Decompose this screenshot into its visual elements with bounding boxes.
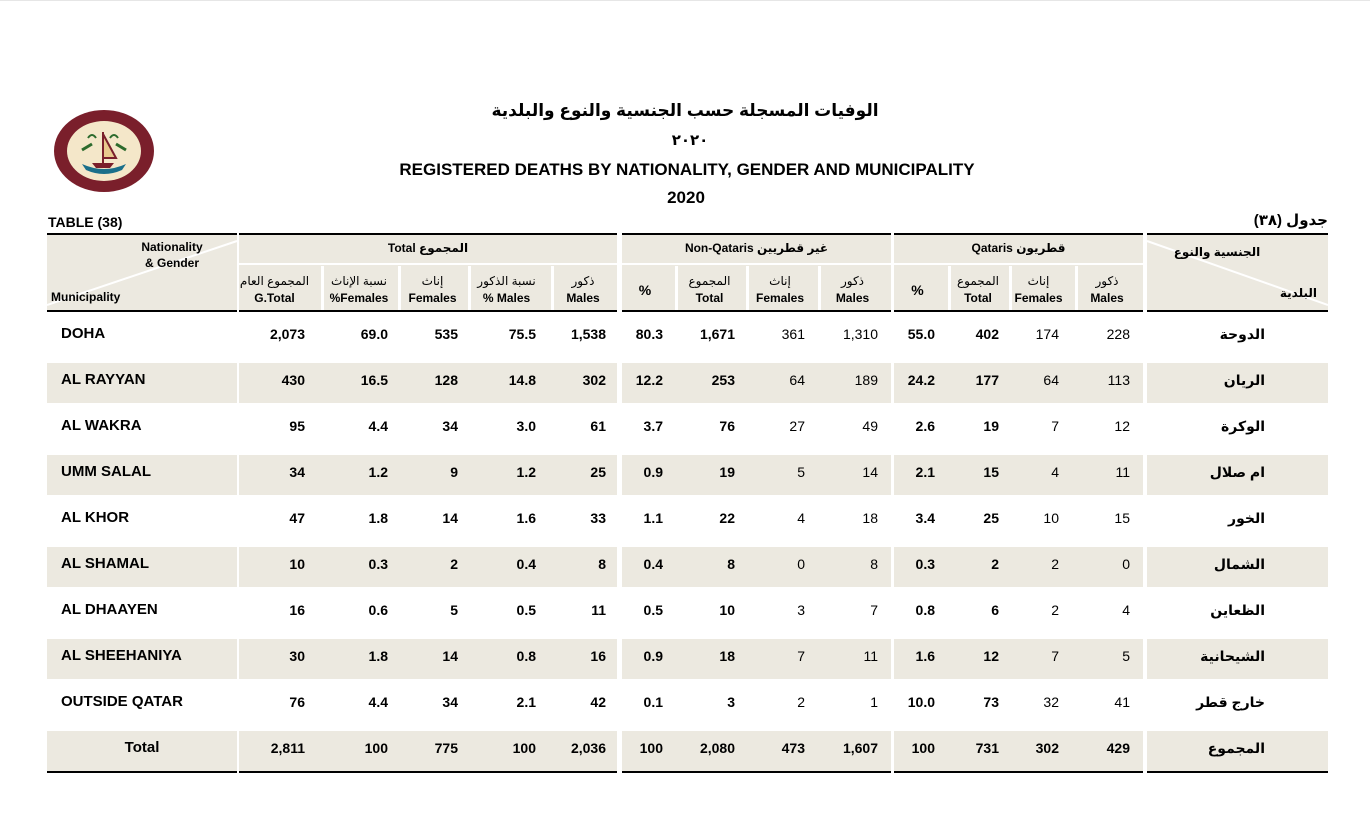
- municipality-ar: الشيحانية: [1200, 648, 1265, 664]
- col-header-ar: إناث: [769, 274, 791, 288]
- cell-value: 7: [1051, 418, 1059, 434]
- col-header-en: G.Total: [254, 291, 295, 305]
- cell-value: 16: [289, 602, 305, 618]
- cell-value: 302: [582, 372, 606, 388]
- municipality-en: AL SHEEHANIYA: [61, 647, 182, 664]
- cell-value: 18: [719, 648, 735, 664]
- cell-value: 80.3: [635, 326, 663, 342]
- cell-value: 5: [450, 602, 458, 618]
- cell-value: 0.5: [516, 602, 536, 618]
- cell-value: 1,538: [570, 326, 606, 342]
- group-total: Total المجموع: [387, 241, 469, 255]
- municipality-en: AL DHAAYEN: [61, 601, 158, 618]
- cell-value: 2,036: [570, 740, 606, 756]
- municipality-en: OUTSIDE QATAR: [61, 693, 183, 710]
- col-header-ar: المجموع العام: [239, 274, 310, 288]
- cell-value: 14: [862, 464, 878, 480]
- cell-value: 69.0: [360, 326, 388, 342]
- cell-value: 0.9: [643, 648, 663, 664]
- municipality-ar: الخور: [1228, 510, 1265, 526]
- municipality-en: AL KHOR: [61, 509, 130, 526]
- cell-value: 2.1: [516, 694, 536, 710]
- cell-value: 2,080: [699, 740, 735, 756]
- col-header-ar: ذكور: [571, 274, 595, 288]
- cell-value: 12.2: [635, 372, 663, 388]
- cell-value: 535: [434, 326, 458, 342]
- cell-value: 0: [1122, 556, 1130, 572]
- col-header-ar: المجموع: [688, 274, 731, 288]
- cell-value: 75.5: [508, 326, 536, 342]
- cell-value: 76: [289, 694, 305, 710]
- municipality-en: UMM SALAL: [61, 463, 151, 480]
- cell-value: 11: [1115, 464, 1130, 480]
- cell-value: 0.4: [516, 556, 536, 572]
- cell-value: 3.4: [915, 510, 935, 526]
- cell-value: 1,671: [699, 326, 735, 342]
- cell-value: 33: [590, 510, 606, 526]
- col-header-en: Males: [835, 291, 870, 305]
- cell-value: 14.8: [508, 372, 536, 388]
- cell-value: 4: [797, 510, 805, 526]
- cell-value: 430: [281, 372, 305, 388]
- total-label-ar: المجموع: [1207, 740, 1265, 756]
- cell-value: 22: [719, 510, 735, 526]
- cell-value: 3.7: [643, 418, 663, 434]
- cell-value: 16.5: [360, 372, 388, 388]
- col-header-ar: نسبة الذكور: [477, 274, 536, 288]
- cell-value: 4: [1122, 602, 1130, 618]
- cell-value: 2: [1051, 556, 1059, 572]
- col-header-en: Females: [1014, 291, 1063, 305]
- municipality-en: AL SHAMAL: [61, 555, 150, 572]
- table-bottom-rule: [622, 771, 891, 773]
- municipality-en: DOHA: [61, 325, 106, 342]
- cell-value: 228: [1106, 326, 1130, 342]
- cell-value: 1.2: [368, 464, 388, 480]
- title-arabic: الوفيات المسجلة حسب الجنسية والنوع والبلدية: [491, 101, 879, 120]
- cell-value: 49: [862, 418, 878, 434]
- group-qataris: Qataris قطريون: [971, 241, 1066, 255]
- cell-value: 42: [590, 694, 606, 710]
- col-header-ar: إناث: [421, 274, 444, 288]
- col-header-en: %: [911, 282, 924, 298]
- cell-value: 1.8: [368, 510, 388, 526]
- col-header-ar: المجموع: [957, 274, 999, 288]
- cell-value: 100: [911, 740, 935, 756]
- cell-value: 27: [789, 418, 805, 434]
- year-english: 2020: [667, 188, 705, 207]
- municipality-label-ar: البلدية: [1279, 286, 1317, 300]
- municipality-ar: ام صلال: [1209, 464, 1265, 480]
- cell-value: 0.8: [516, 648, 536, 664]
- cell-value: 4.4: [368, 694, 388, 710]
- cell-value: 64: [789, 372, 805, 388]
- cell-value: 2,811: [270, 740, 305, 756]
- cell-value: 5: [1122, 648, 1130, 664]
- table-bottom-rule: [47, 771, 237, 773]
- cell-value: 473: [781, 740, 805, 756]
- municipality-label-en: Municipality: [51, 290, 121, 304]
- cell-value: 10: [1043, 510, 1059, 526]
- col-header-ar: إناث: [1027, 274, 1050, 288]
- municipality-ar: الشمال: [1213, 556, 1265, 572]
- cell-value: 302: [1035, 740, 1059, 756]
- cell-value: 0.1: [643, 694, 663, 710]
- cell-value: 1.6: [915, 648, 935, 664]
- cell-value: 41: [1114, 694, 1130, 710]
- cell-value: 1.2: [516, 464, 536, 480]
- cell-value: 3.0: [516, 418, 536, 434]
- cell-value: 2: [450, 556, 458, 572]
- cell-value: 174: [1035, 326, 1059, 342]
- col-header-en: Females: [755, 291, 805, 305]
- col-header-ar: ذكور: [840, 274, 865, 288]
- cell-value: 3: [727, 694, 735, 710]
- col-header-en: % Males: [482, 291, 531, 305]
- cell-value: 34: [289, 464, 305, 480]
- cell-value: 100: [512, 740, 536, 756]
- cell-value: 0.3: [368, 556, 388, 572]
- col-header-ar: ذكور: [1095, 274, 1119, 288]
- cell-value: 19: [983, 418, 999, 434]
- cell-value: 8: [727, 556, 735, 572]
- cell-value: 14: [442, 510, 458, 526]
- cell-value: 0.5: [643, 602, 663, 618]
- cell-value: 25: [983, 510, 999, 526]
- cell-value: 2.1: [915, 464, 935, 480]
- cell-value: 15: [983, 464, 999, 480]
- table-bottom-rule: [1147, 771, 1328, 773]
- cell-value: 10.0: [907, 694, 935, 710]
- cell-value: 1.8: [368, 648, 388, 664]
- cell-value: 8: [598, 556, 606, 572]
- cell-value: 361: [781, 326, 805, 342]
- col-header-en: Total: [964, 291, 992, 305]
- cell-value: 95: [289, 418, 305, 434]
- cell-value: 3: [797, 602, 805, 618]
- municipality-ar: خارج قطر: [1196, 694, 1265, 710]
- municipality-en: AL RAYYAN: [61, 371, 146, 388]
- table-bottom-rule: [894, 771, 1143, 773]
- year-arabic: ٢٠٢٠: [671, 132, 709, 149]
- cell-value: 100: [364, 740, 388, 756]
- cell-value: 5: [797, 464, 805, 480]
- cell-value: 0.3: [915, 556, 935, 572]
- cell-value: 11: [863, 648, 878, 664]
- cell-value: 189: [854, 372, 878, 388]
- total-label-en: Total: [124, 739, 160, 756]
- cell-value: 100: [639, 740, 663, 756]
- cell-value: 1: [870, 694, 878, 710]
- cell-value: 61: [590, 418, 606, 434]
- nat-gender-label-en-2: & Gender: [144, 256, 199, 270]
- cell-value: 113: [1107, 372, 1130, 388]
- cell-value: 64: [1043, 372, 1059, 388]
- deaths-table: [47, 233, 1328, 774]
- cell-value: 0: [797, 556, 805, 572]
- title-english: REGISTERED DEATHS BY NATIONALITY, GENDER AND MUNICIPALITY: [399, 160, 975, 179]
- cell-value: 0.8: [915, 602, 935, 618]
- cell-value: 47: [289, 510, 305, 526]
- cell-value: 7: [1051, 648, 1059, 664]
- cell-value: 6: [991, 602, 999, 618]
- col-header-ar: نسبة الإناث: [331, 274, 387, 288]
- cell-value: 1,310: [842, 326, 878, 342]
- col-header-en: Males: [566, 291, 600, 305]
- cell-value: 55.0: [907, 326, 935, 342]
- col-header-en: %Females: [329, 291, 389, 305]
- cell-value: 24.2: [907, 372, 935, 388]
- cell-value: 4: [1051, 464, 1059, 480]
- table-number-ar: جدول (٣٨): [1253, 212, 1328, 229]
- cell-value: 253: [711, 372, 735, 388]
- cell-value: 73: [983, 694, 999, 710]
- cell-value: 10: [289, 556, 305, 572]
- cell-value: 0.9: [643, 464, 663, 480]
- cell-value: 429: [1106, 740, 1130, 756]
- cell-value: 0.4: [643, 556, 663, 572]
- municipality-ar: الريان: [1223, 372, 1265, 388]
- cell-value: 34: [442, 418, 458, 434]
- cell-value: 402: [975, 326, 999, 342]
- cell-value: 19: [719, 464, 735, 480]
- table-bottom-rule: [239, 771, 617, 773]
- cell-value: 128: [434, 372, 458, 388]
- cell-value: 2.6: [915, 418, 935, 434]
- col-header-en: %: [638, 282, 652, 298]
- cell-value: 15: [1114, 510, 1130, 526]
- cell-value: 0.6: [368, 602, 388, 618]
- cell-value: 12: [983, 648, 999, 664]
- cell-value: 32: [1043, 694, 1059, 710]
- cell-value: 9: [450, 464, 458, 480]
- cell-value: 2,073: [269, 326, 305, 342]
- cell-value: 8: [870, 556, 878, 572]
- cell-value: 7: [870, 602, 878, 618]
- col-header-en: Total: [695, 291, 724, 305]
- cell-value: 12: [1114, 418, 1130, 434]
- cell-value: 177: [975, 372, 999, 388]
- cell-value: 25: [590, 464, 606, 480]
- col-header-en: Females: [408, 291, 457, 305]
- cell-value: 11: [591, 602, 606, 618]
- cell-value: 775: [434, 740, 458, 756]
- cell-value: 30: [289, 648, 305, 664]
- cell-value: 1,607: [842, 740, 878, 756]
- cell-value: 4.4: [368, 418, 388, 434]
- municipality-en: AL WAKRA: [61, 417, 142, 434]
- cell-value: 16: [590, 648, 606, 664]
- cell-value: 1.6: [516, 510, 536, 526]
- municipality-ar: الوكرة: [1221, 418, 1265, 434]
- group-non-qataris: Non-Qataris غير قطريين: [684, 241, 829, 255]
- cell-value: 7: [797, 648, 805, 664]
- municipality-ar: الظعاين: [1210, 602, 1265, 618]
- cell-value: 2: [1051, 602, 1059, 618]
- municipality-ar: الدوحة: [1219, 326, 1265, 342]
- nat-gender-label-ar: الجنسية والنوع: [1173, 245, 1261, 259]
- cell-value: 731: [975, 740, 999, 756]
- col-header-en: Males: [1090, 291, 1124, 305]
- table-number-en: TABLE (38): [48, 214, 123, 230]
- cell-value: 2: [991, 556, 999, 572]
- cell-value: 1.1: [643, 510, 663, 526]
- cell-value: 76: [719, 418, 735, 434]
- cell-value: 10: [719, 602, 735, 618]
- cell-value: 18: [862, 510, 878, 526]
- page-top-rule: [0, 0, 1370, 1]
- cell-value: 34: [442, 694, 458, 710]
- cell-value: 14: [442, 648, 458, 664]
- cell-value: 2: [797, 694, 805, 710]
- nat-gender-label-en: Nationality: [141, 240, 203, 254]
